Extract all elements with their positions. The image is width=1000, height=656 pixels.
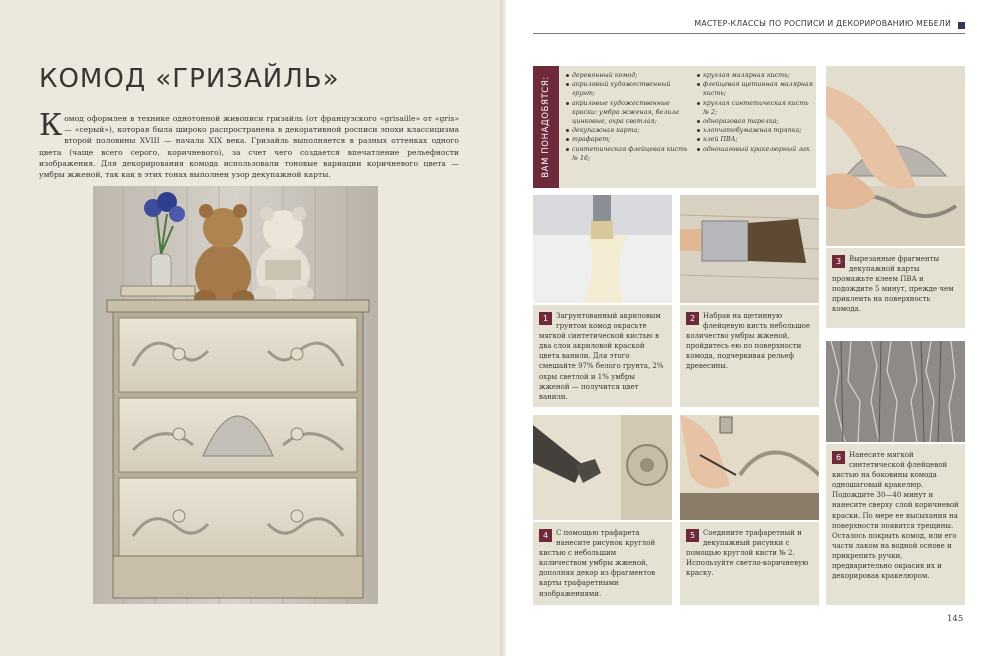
step-6-photo (826, 341, 965, 442)
material-item: акриловые художественные краски: умбра жженая, белила цинковые, охра светлая; (566, 99, 694, 127)
material-item: одношаговый кракелюрный лак (697, 145, 815, 154)
hands-decoupage-illustration (826, 66, 965, 246)
page-title: КОМОД «ГРИЗАЙЛЬ» (39, 64, 340, 94)
material-item: клей ПВА; (697, 135, 815, 144)
step-2-number: 2 (686, 312, 699, 325)
step-5-text: Соедините трафаретный и декупажный рисунки с помощью круглой кисти № 2. Используйте светло-коричневую краску. (686, 529, 809, 578)
stencil-brush-illustration (533, 415, 672, 520)
step-1-text: Загрунтованный акриловым грунтом комод окрасьте мягкой синтетической кистью в два слоя акриловой краской цвета ванили. Для этого смешайте 97% белого грунта, 2% охры светлой и 1% умбры жженой — получится цвет ванили. (539, 312, 664, 401)
intro-dropcap: К (39, 108, 63, 143)
material-item: хлопчатобумажная тряпка; (697, 126, 815, 135)
materials-list-2 (697, 71, 815, 154)
materials-heading: ВАМ ПОНАДОБЯТСЯ: (541, 76, 551, 178)
step-2-box (680, 305, 819, 407)
step-1-photo (533, 195, 672, 303)
intro-text: омод оформлен в технике однотонной живописи гризайль (от французского «grisaille» от «gris» — «серый»), которая была широко распространена в декоративной росписи эпохи классицизма второй половины XVIII — начала XIX века. Гризайль выполняется в разных оттенках одного цвета (чаще всего серого, коричневого), за счет чего создается впечатление рельефности изображения. Для декорирования комода использовали тоновые вариации коричневого цвета — умбры жженой, так как в этих тонах выполнен узор декупажной карты. (39, 114, 459, 180)
step-6-number: 6 (832, 451, 845, 464)
material-item: трафарет; (566, 135, 694, 144)
material-item: одноразовая тарелка; (697, 117, 815, 126)
materials-list-1 (566, 71, 694, 163)
header-rule (533, 33, 965, 34)
bristle-brush-illustration (680, 195, 819, 303)
material-item: синтетическая флейцевая кисть № 16; (566, 145, 694, 163)
material-item: деревянный комод; (566, 71, 694, 80)
brush-paint-illustration (533, 195, 672, 303)
material-item: флейцевая щетинная малярная кисть; (697, 80, 815, 98)
step-3-box (826, 248, 965, 328)
craquelure-texture (826, 341, 965, 442)
dresser-photo (93, 186, 378, 604)
step-2-photo (680, 195, 819, 303)
material-item: круглая малярная кисть; (697, 71, 815, 80)
page-number: 145 (947, 614, 964, 624)
step-5-photo (680, 415, 819, 520)
step-4-text: С помощью трафарета нанесите рисунок круглой кистью с небольшим количеством умбры жженой, дополняя декор из фрагментов карты трафаретными изображениями. (539, 529, 656, 598)
materials-band (533, 66, 559, 188)
material-item: акриловый художественный грунт; (566, 80, 694, 98)
step-2-text: Набрав на щетинную флейцевую кисть небольшое количество умбры жженой, пройдитесь ею по поверхности комода, подчеркивая рельеф древесины. (686, 312, 810, 371)
step-5-number: 5 (686, 529, 699, 542)
step-3-photo (826, 66, 965, 246)
header-square-icon (958, 22, 965, 29)
step-1-number: 1 (539, 312, 552, 325)
step-4-number: 4 (539, 529, 552, 542)
dresser (107, 300, 369, 598)
step-6-box (826, 444, 965, 605)
dresser-illustration (93, 186, 378, 604)
material-item: декупажная карта; (566, 126, 694, 135)
step-3-text: Вырезанные фрагменты декупажной карты промажьте клеем ПВА и подождите 5 минут, прежде чем приклеить на поверхность комода. (832, 255, 954, 314)
step-6-text: Нанесите мягкой синтетической флейцевой кистью на боковины комода одношаговый кракелюр. Подождите 30—40 минут и нанесите сверху слой коричневой краски. По мере ее высыхания на поверхности появятся трещины. Осталось покрыть комод, или его части лаком на водной основе и прикрепить ручки, предварительно окрасив их и декорировав кракелюром. (832, 451, 959, 581)
step-4-box (533, 522, 672, 605)
step-4-photo (533, 415, 672, 520)
material-item: круглая синтетическая кисть № 2; (697, 99, 815, 117)
step-5-box (680, 522, 819, 605)
step-1-box (533, 305, 672, 407)
running-header-text: МАСТЕР-КЛАССЫ ПО РОСПИСИ И ДЕКОРИРОВАНИЮ МЕБЕЛИ (694, 19, 951, 28)
intro-paragraph (39, 108, 459, 180)
fine-brush-illustration (680, 415, 819, 520)
running-header (533, 19, 965, 33)
materials-box (533, 66, 816, 188)
step-3-number: 3 (832, 255, 845, 268)
